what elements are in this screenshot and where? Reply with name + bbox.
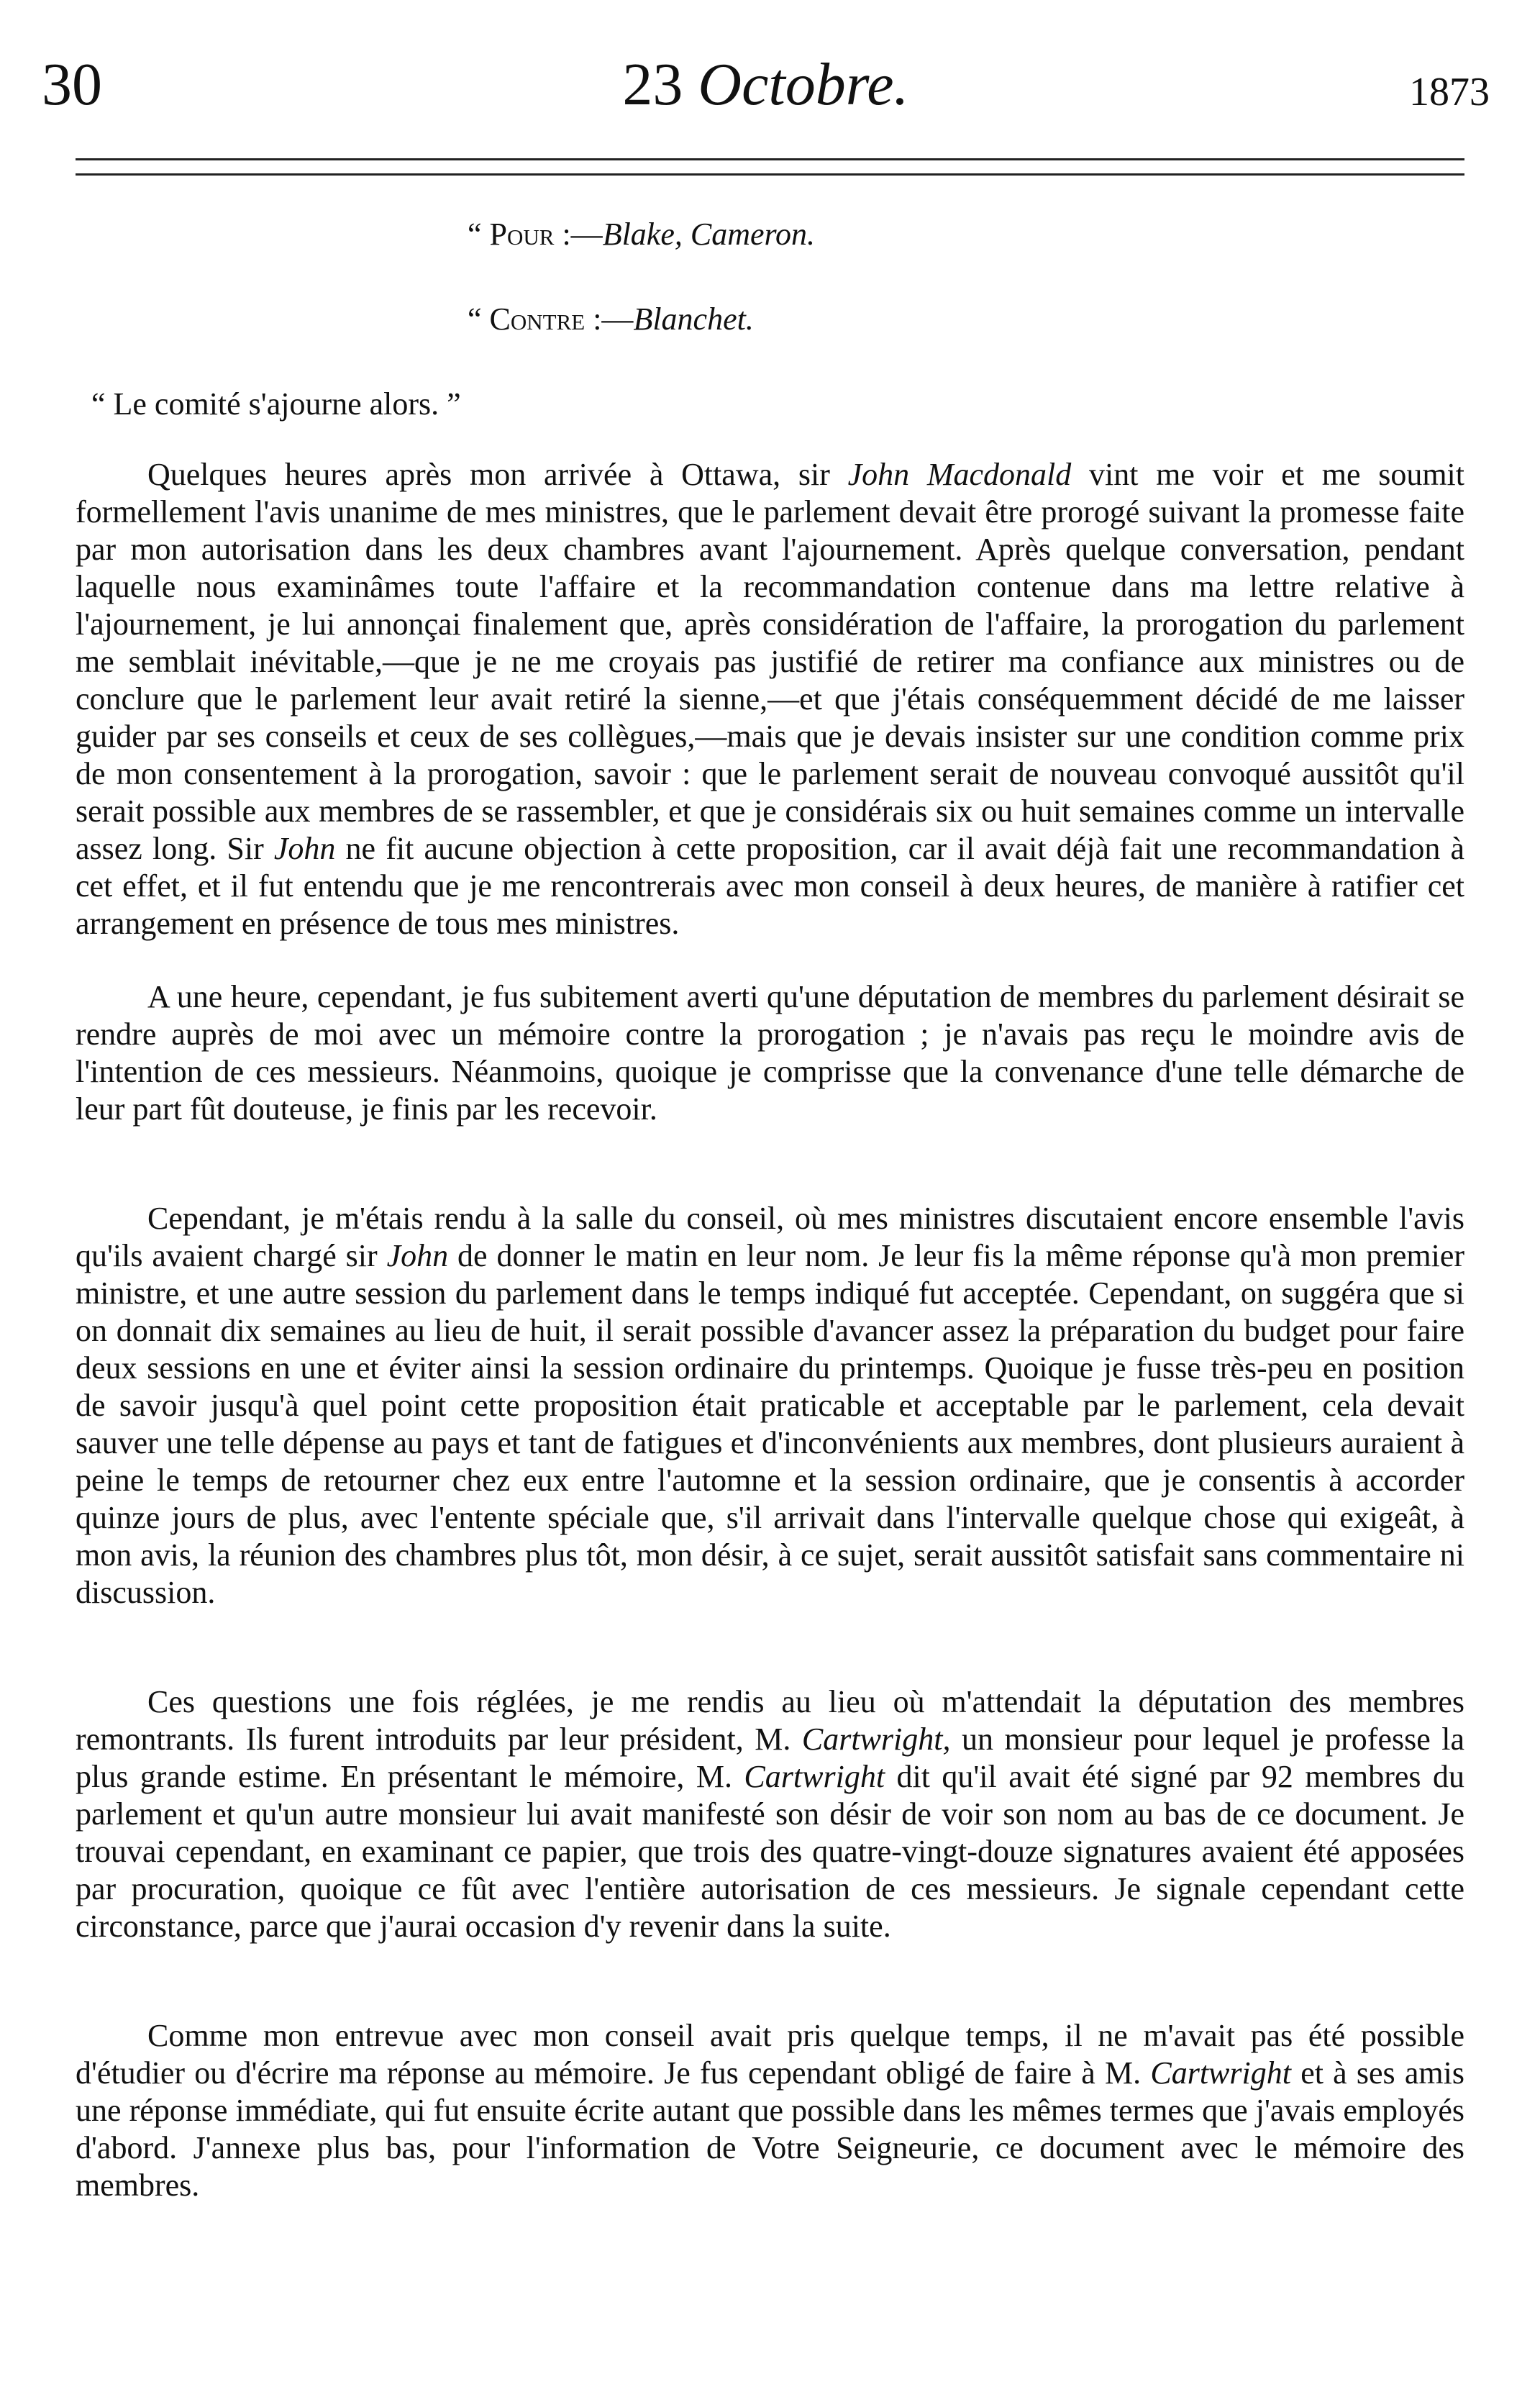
paragraph-1-part-a: Quelques heures après mon arrivée à Ottawa, sir	[147, 457, 848, 492]
vote-pour	[76, 216, 1464, 253]
page-header	[42, 42, 1490, 128]
paragraph-3-name-1: John	[386, 1238, 449, 1273]
paragraph-3	[76, 1200, 1464, 1611]
paragraph-3-part-a: Cependant, je m'étais rendu à la salle du conseil, où mes ministres discutaient encore ensemble l'avis qu'ils avaient chargé sir	[76, 1201, 1464, 1273]
year: 1873	[1409, 70, 1490, 114]
paragraph-1-part-c: ne fit aucune objection à cette proposition, car il avait déjà fait une recommandation à cet effet, et il fut entendu que je me rencontrerais avec mon conseil à deux heures, de manière à ratifier cet arrangement en présence de tous mes ministres.	[76, 831, 1464, 941]
vote-pour-open-quote: “	[468, 217, 490, 252]
paragraph-4-name-1: Cartwright,	[801, 1722, 951, 1757]
vote-pour-names: Blake, Cameron.	[602, 217, 815, 252]
running-title-day: 23	[622, 51, 683, 118]
paragraph-2: A une heure, cependant, je fus subitement averti qu'une députation de membres du parlement désirait se rendre auprès de moi avec un mémoire contre la prorogation ; je n'avais pas reçu le moindre avis de l'intention de ces messieurs. Néanmoins, quoique je comprisse que la convenance d'une telle démarche de leur part fût douteuse, je finis par les recevoir.	[76, 979, 1464, 1127]
running-title	[42, 42, 1490, 128]
vote-pour-label: Pour	[489, 217, 555, 252]
paragraph-3-part-b: de donner le matin en leur nom. Je leur fis la même réponse qu'à mon premier ministre, et une autre session du parlement dans le temps indiqué fut acceptée. Cependant, on suggéra que si on donnait dix semaines au lieu de huit, il serait possible d'avancer assez la préparation du budget pour faire deux sessions en une et éviter ainsi la session ordinaire du printemps. Quoique je fusse très-peu en position de savoir jusqu'à quel point cette proposition était praticable et acceptable par le parlement, cela devait sauver une telle dépense au pays et tant de fatigues et d'inconvénients aux membres, dont plusieurs auraient à peine le temps de retourner chez eux entre l'automne et la session ordinaire, que je consentis à accorder quinze jours de plus, avec l'entente spéciale que, s'il arrivait dans l'intervalle quelque chose qui exigeât, à mon avis, la réunion des chambres plus tôt, mon désir, à ce sujet, serait aussitôt satisfait sans commentaire ni discussion.	[76, 1238, 1465, 1610]
paragraph-5	[76, 2017, 1464, 2204]
vote-contre-label: Contre	[489, 301, 586, 337]
body-text	[76, 216, 1464, 2204]
paragraph-5-part-b: et à ses amis une réponse immédiate, qui fut ensuite écrite autant que possible dans les mêmes termes que j'avais employés d'abord. J'annexe plus bas, pour l'information de Votre Seigneurie, ce document avec le mémoire des membres.	[76, 2055, 1464, 2203]
paragraph-5-name-1: Cartwright	[1150, 2055, 1291, 2091]
vote-pour-separator: :—	[554, 217, 603, 252]
vote-contre-separator: :—	[585, 301, 634, 337]
page-number: 30	[42, 51, 102, 118]
adjournment-line: “ Le comité s'ajourne alors. ”	[91, 386, 461, 422]
paragraph-4-part-b: un monsieur pour lequel je professe la plus grande estime. En présentant le mémoire, M.	[76, 1722, 1465, 1794]
paragraph-4	[76, 1683, 1464, 1945]
vote-contre	[76, 301, 1464, 338]
paragraph-4-name-2: Cartwright	[744, 1759, 885, 1794]
vote-contre-open-quote: “	[468, 301, 490, 337]
paragraph-5-part-a: Comme mon entrevue avec mon conseil avait pris quelque temps, il ne m'avait pas été possible d'étudier ou d'écrire ma réponse au mémoire. Je fus cependant obligé de faire à M.	[76, 2018, 1464, 2091]
paragraph-4-part-c: dit qu'il avait été signé par 92 membres du parlement et qu'un autre monsieur lui avait manifesté son désir de voir son nom au bas de ce document. Je trouvai cependant, en examinant ce papier, que trois des quatre-vingt-douze signatures avaient été apposées par procuration, quoique ce fût avec l'entière autorisation de ces messieurs. Je signale cependant cette circonstance, parce que j'aurai occasion d'y revenir dans la suite.	[76, 1759, 1464, 1944]
paragraph-1-name-1: John Macdonald	[847, 457, 1072, 492]
paragraph-1-part-b: vint me voir et me soumit formellement l'avis unanime de mes ministres, que le parlement devait être prorogé suivant la promesse faite par mon autorisation dans les deux chambres avant l'ajournement. Après quelque conversation, pendant laquelle nous examinâmes toute l'affaire et la recommandation contenue dans ma lettre relative à l'ajournement, je lui annonçai finalement que, après considération de l'affaire, la prorogation du parlement me semblait inévitable,—que je ne me croyais pas justifié de retirer ma confiance aux ministres ou de conclure que le parlement leur avait retiré la sienne,—et que j'étais conséquemment décidé de me laisser guider par ses conseils et ceux de ses collègues,—mais que je devais insister sur une condition comme prix de mon consentement à la prorogation, savoir : que le parlement serait de nouveau convoqué aussitôt qu'il serait possible aux membres de se rassembler, et que je considérais six ou huit semaines comme un intervalle assez long. Sir	[76, 457, 1465, 866]
running-title-month: Octobre.	[698, 51, 909, 118]
paragraph-1	[76, 456, 1464, 942]
vote-contre-names: Blanchet.	[633, 301, 754, 337]
header-rule	[76, 158, 1464, 176]
paragraph-4-part-a: Ces questions une fois réglées, je me rendis au lieu où m'attendait la députation des membres remontrants. Ils furent introduits par leur président, M.	[76, 1684, 1464, 1757]
paragraph-1-name-2: John	[273, 831, 336, 866]
